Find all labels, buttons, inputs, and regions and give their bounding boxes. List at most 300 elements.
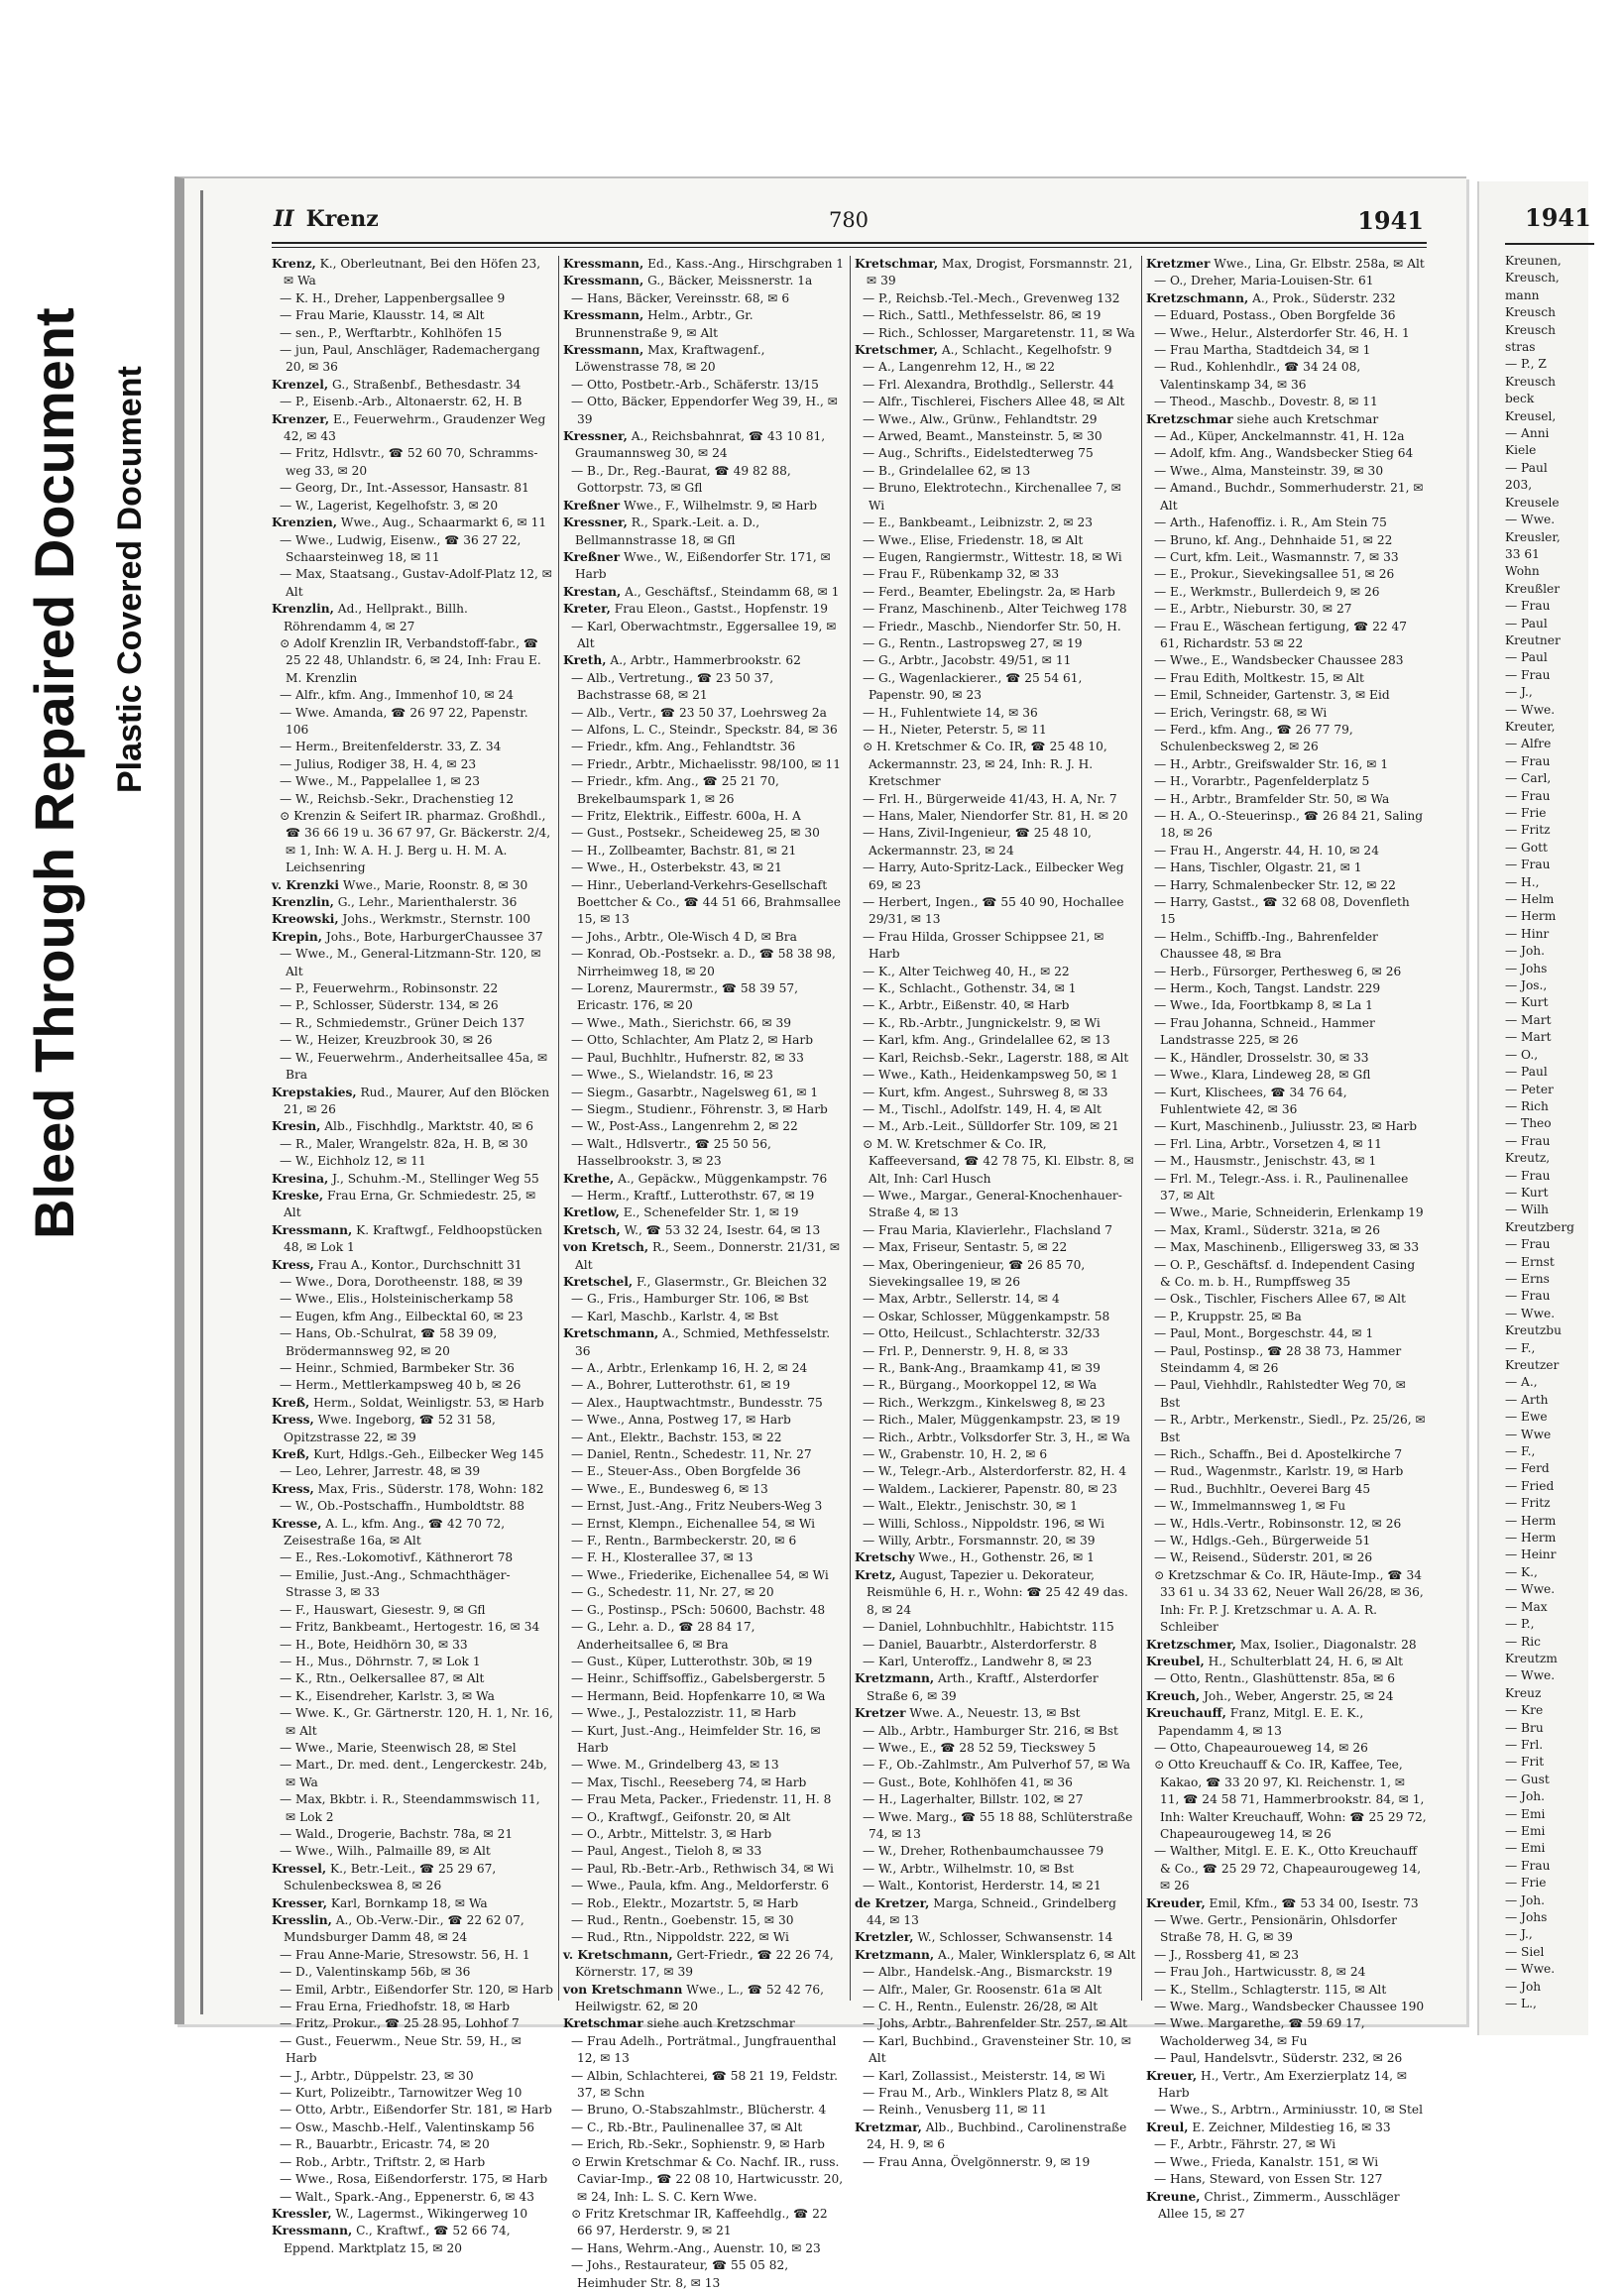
- directory-entry: [272, 1291, 553, 1308]
- entry-details: — Willy, Arbtr., Forsmannstr. 20, ✉ 39: [863, 1534, 1096, 1548]
- entry-details: — Wwe., Friederike, Eichenallee 54, ✉ Wi: [571, 1567, 829, 1582]
- entry-details: — Frau Johanna, Schneid., Hammer Landstrasse 225, ✉ 26: [1154, 1015, 1375, 1048]
- entry-details: ⊙ Kretzschmar & Co. IR, Häute-Imp., ☎ 34 33 61 u. 34 33 62, Neuer Wall 26/28, ✉ 36, Inh: Fr. P. J. Kretzschmar u. A. A. R. Schleiber: [1154, 1567, 1424, 1635]
- directory-entry: [563, 929, 845, 946]
- entry-surname: Kreubel,: [1146, 1654, 1205, 1668]
- directory-entry: [563, 463, 845, 498]
- entry-details: — W., Grabenstr. 10, H. 2, ✉ 6: [863, 1447, 1048, 1462]
- directory-entry: [1146, 1377, 1428, 1412]
- entry-details: — Herbert, Ingen., ☎ 55 40 90, Hochallee 29/31, ✉ 13: [863, 895, 1124, 927]
- entry-details: — Harry, Auto-Spritz-Lack., Eilbecker Weg 69, ✉ 23: [863, 860, 1124, 892]
- entry-details: — Emil, Arbtr., Eißendorfer Str. 120, ✉ Harb: [280, 1982, 553, 1997]
- directory-entry: [563, 2136, 845, 2153]
- directory-entry: [855, 2085, 1136, 2102]
- entry-details: — Reinh., Venusberg 11, ✉ 11: [863, 2103, 1047, 2118]
- entry-surname: Kressmann,: [272, 1222, 353, 1237]
- directory-entry: [563, 722, 845, 739]
- next-page-line: — Herm: [1505, 1531, 1557, 1546]
- directory-entry: [855, 1757, 1136, 1774]
- entry-details: — Walt., Spark.-Ang., Eppenerstr. 6, ✉ 43: [280, 2189, 534, 2204]
- directory-entry: [855, 1343, 1136, 1360]
- entry-details: — H., Lagerhalter, Billstr. 102, ✉ 27: [863, 1792, 1084, 1807]
- page-number: 780: [828, 208, 870, 232]
- entry-details: — Max, Staatsang., Gustav-Adolf-Platz 12, ✉ Alt: [280, 567, 552, 599]
- directory-entry: [563, 2120, 845, 2136]
- entry-details: — Paul, Mont., Borgeschstr. 44, ✉ 1: [1154, 1326, 1374, 1341]
- directory-entry: [272, 325, 553, 342]
- entry-details: — R., Schmiedemstr., Grüner Deich 137: [280, 1015, 525, 1030]
- directory-entry: [855, 808, 1136, 825]
- directory-entry: [855, 307, 1136, 324]
- entry-surname: Kreth,: [563, 653, 607, 668]
- directory-entry: [272, 2033, 553, 2068]
- directory-entry: [563, 515, 845, 549]
- entry-surname: Kreß,: [272, 1395, 310, 1410]
- directory-entry: [563, 1826, 845, 1843]
- entry-details: H., Vertr., Am Exerzierplatz 14, ✉ Harb: [1158, 2068, 1408, 2101]
- directory-entry: [272, 739, 553, 755]
- directory-entry: [563, 584, 845, 601]
- directory-entry: [272, 2136, 553, 2153]
- next-page-line: — Herm: [1505, 1513, 1557, 1528]
- next-page-line: — Gust: [1505, 1772, 1550, 1786]
- entry-details: — O., Dreher, Maria-Louisen-Str. 61: [1154, 274, 1374, 288]
- next-page-line: — Bru: [1505, 1720, 1544, 1735]
- entry-details: Frau Eleon., Gastst., Hopfenstr. 19: [610, 602, 829, 617]
- entry-details: — M., Arb.-Leit., Sülldorfer Str. 109, ✉ 21: [863, 1119, 1119, 1134]
- column-3: [855, 256, 1136, 2169]
- entry-details: — Erich, Veringstr. 68, ✉ Wi: [1154, 705, 1328, 720]
- directory-entry: [1146, 1549, 1428, 1566]
- entry-details: — Wwe., Ida, Foortbkamp 8, ✉ La 1: [1154, 998, 1373, 1013]
- directory-entry: [1146, 1136, 1428, 1153]
- entry-details: — R., Bauarbtr., Ericastr. 74, ✉ 20: [280, 2137, 490, 2152]
- directory-entry: [855, 1291, 1136, 1308]
- next-page-line: Kreutzbu: [1505, 1323, 1562, 1338]
- entry-details: — Frau F., Rübenkamp 32, ✉ 33: [863, 567, 1060, 582]
- entry-details: Helm., Arbtr., Gr. Brunnenstraße 9, ✉ Alt: [575, 308, 754, 340]
- directory-entry: [1146, 1757, 1428, 1843]
- directory-entry: [563, 2240, 845, 2257]
- next-page-line: — Heinr: [1505, 1547, 1557, 1562]
- directory-entry: [272, 1309, 553, 1325]
- directory-entry: [1146, 601, 1428, 618]
- entry-details: — Daniel, Lohnbuchhltr., Habichtstr. 115: [863, 1620, 1114, 1635]
- directory-entry: [1146, 1015, 1428, 1050]
- entry-details: — K., Eisendreher, Karlstr. 3, ✉ Wa: [280, 1688, 495, 1703]
- head-word: Krenz: [305, 206, 379, 232]
- directory-entry: [855, 1222, 1136, 1239]
- directory-entry: [855, 1481, 1136, 1498]
- next-page-line: — Frie: [1505, 1876, 1547, 1891]
- directory-entry: [855, 1567, 1136, 1619]
- directory-entry: [855, 1360, 1136, 1377]
- directory-entry: [1146, 1670, 1428, 1687]
- scan-stamp: [0, 0, 174, 2158]
- entry-surname: Kretzmann,: [855, 1947, 935, 1962]
- entry-details: — Alb., Vertr., ☎ 23 50 37, Loehrsweg 2a: [571, 705, 827, 720]
- directory-entry: [1146, 1257, 1428, 1292]
- directory-entry: [563, 1533, 845, 1549]
- directory-entry: [563, 1791, 845, 1808]
- entry-details: — Johs., Arbtr., Ole-Wisch 4 D, ✉ Bra: [571, 929, 797, 944]
- entry-details: — Rud., Buchhltr., Oeverei Barg 45: [1154, 1481, 1371, 1496]
- directory-entry: [563, 773, 845, 808]
- directory-entry: [1146, 2120, 1428, 2136]
- directory-entry: [272, 1274, 553, 1291]
- next-page-line: Kreusch: [1505, 374, 1556, 389]
- directory-entry: [563, 843, 845, 860]
- entry-details: — Wwe., H., Osterbekstr. 43, ✉ 21: [571, 860, 782, 875]
- entry-details: A., Arbtr., Hammerbrookstr. 62: [606, 653, 801, 668]
- directory-entry: [272, 980, 553, 997]
- entry-details: — E., Arbtr., Nieburstr. 30, ✉ 27: [1154, 602, 1352, 617]
- entry-details: E., Schenefelder Str. 1, ✉ 19: [619, 1205, 799, 1220]
- entry-details: K. Kraftwgf., Feldhoopstücken 48, ✉ Lok 1: [284, 1222, 542, 1255]
- entry-details: Emil, Kfm., ☎ 53 34 00, Isestr. 73: [1205, 1895, 1419, 1910]
- entry-details: F., Glasermstr., Gr. Bleichen 32: [633, 1274, 828, 1289]
- next-page-line: — Frit: [1505, 1755, 1545, 1770]
- header-rule: [272, 242, 1427, 244]
- next-page-line: — Siel: [1505, 1944, 1545, 1959]
- directory-entry: [563, 1136, 845, 1171]
- directory-entry: [563, 377, 845, 394]
- entry-surname: Kretzmann,: [855, 1671, 935, 1686]
- entry-details: — Frau M., Arb., Winklers Platz 8, ✉ Alt: [863, 2086, 1108, 2101]
- directory-entry: [272, 1188, 553, 1222]
- directory-entry: [1146, 705, 1428, 722]
- entry-details: — Bruno, O.-Stabszahlmstr., Blücherstr. 4: [571, 2103, 827, 2118]
- next-page-line: — Joh.: [1505, 1892, 1546, 1907]
- directory-entry: [1146, 2136, 1428, 2153]
- entry-surname: de Kretzer,: [855, 1895, 930, 1910]
- directory-entry: [563, 2206, 845, 2240]
- next-page-line: Kreuter,: [1505, 719, 1556, 734]
- entry-details: — Max, Maschinenb., Elligersweg 33, ✉ 33: [1154, 1240, 1420, 1255]
- directory-entry: [855, 1809, 1136, 1844]
- directory-entry: [563, 549, 845, 584]
- entry-details: A., Reichsbahnrat, ☎ 43 10 81, Graumannsweg 30, ✉ 24: [575, 429, 826, 461]
- next-page-line: — Anni: [1505, 426, 1550, 441]
- directory-entry: [855, 1878, 1136, 1894]
- entry-details: — M., Tischl., Adolfstr. 149, H. 4, ✉ Alt: [863, 1101, 1102, 1116]
- entry-details: — Wwe., S., Arbtrn., Arminiusstr. 10, ✉ Stel: [1154, 2103, 1424, 2118]
- directory-entry: [563, 1463, 845, 1480]
- directory-entry: [855, 1516, 1136, 1533]
- directory-entry: [272, 1412, 553, 1446]
- directory-entry: [1146, 1533, 1428, 1549]
- entry-details: A., Schlacht., Kegelhofstr. 9: [937, 343, 1112, 358]
- entry-surname: Kreuer,: [1146, 2068, 1198, 2083]
- next-page-line: — Peter: [1505, 1082, 1554, 1096]
- directory-entry: [1146, 1050, 1428, 1067]
- next-page-line: — Herm: [1505, 909, 1557, 924]
- directory-entry: [563, 1705, 845, 1722]
- directory-entry: [855, 722, 1136, 739]
- directory-entry: [1146, 325, 1428, 342]
- directory-entry: [855, 1050, 1136, 1067]
- directory-entry: [1146, 1222, 1428, 1239]
- entry-details: — Frau E., Wäschean fertigung, ☎ 22 47 61, Richardstr. 53 ✉ 22: [1154, 619, 1408, 650]
- directory-entry: [1146, 1463, 1428, 1480]
- directory-entry: [563, 1775, 845, 1791]
- entry-details: — W., Telegr.-Arb., Alsterdorferstr. 82, H. 4: [863, 1464, 1127, 1479]
- next-page-line: Kreutner: [1505, 632, 1561, 647]
- directory-entry: [272, 515, 553, 531]
- directory-entry: [272, 1171, 553, 1188]
- directory-entry: [1146, 1118, 1428, 1135]
- entry-details: — J., Arbtr., Düppelstr. 23, ✉ 30: [280, 2068, 474, 2083]
- entry-details: — G., Schedestr. 11, Nr. 27, ✉ 20: [571, 1585, 774, 1600]
- directory-entry: [272, 997, 553, 1014]
- entry-surname: Kresser,: [272, 1895, 328, 1910]
- plastic-covered-label: Plastic Covered Document: [111, 366, 149, 793]
- directory-entry: [272, 1964, 553, 1981]
- directory-entry: [855, 997, 1136, 1014]
- next-page-line: Kreutz,: [1505, 1151, 1551, 1166]
- directory-entry: [855, 2015, 1136, 2032]
- entry-details: — G., Rentn., Lastropsweg 27, ✉ 19: [863, 635, 1083, 650]
- entry-details: — Rich., Schlosser, Margaretenstr. 11, ✉ Wa: [863, 325, 1135, 340]
- directory-entry: [272, 1791, 553, 1826]
- directory-entry: [1146, 1947, 1428, 1964]
- directory-entry: [272, 2189, 553, 2206]
- column-divider: [850, 256, 851, 2001]
- entry-details: — Franz, Maschinenb., Alter Teichweg 178: [863, 602, 1127, 617]
- entry-details: — Herm., Breitenfelderstr. 33, Z. 34: [280, 740, 502, 754]
- next-page-line: — Fritz: [1505, 1496, 1551, 1511]
- entry-details: ⊙ Erwin Kretschmar & Co. Nachf. IR., russ. Caviar-Imp., ☎ 22 08 10, Hartwicusstr. 20, ✉ 24, Inh: L. S. C. Kern Wwe.: [571, 2154, 844, 2204]
- next-page-line: — Ewe: [1505, 1410, 1548, 1425]
- entry-surname: Kreter,: [563, 602, 611, 617]
- entry-surname: Kretzschmar: [1146, 411, 1233, 426]
- directory-entry: [855, 1705, 1136, 1722]
- directory-entry: [1146, 791, 1428, 808]
- entry-details: — Hans, Bäcker, Vereinsstr. 68, ✉ 6: [571, 290, 790, 305]
- entry-details: — W., Ob.-Postschaffn., Humboldtstr. 88: [280, 1499, 525, 1514]
- entry-details: — Otto, Bäcker, Eppendorfer Weg 39, H., ✉ 39: [571, 395, 838, 426]
- entry-details: — H., Arbtr., Greifswalder Str. 16, ✉ 1: [1154, 756, 1389, 771]
- next-page-line: — Mart: [1505, 1012, 1552, 1027]
- entry-details: — Hans, Zivil-Ingenieur, ☎ 25 48 10, Ackermannstr. 23, ✉ 24: [863, 826, 1092, 858]
- entry-surname: Kreßner: [563, 498, 621, 513]
- entry-details: G., Bäcker, Meissnerstr. 1a: [643, 274, 813, 288]
- directory-entry: [563, 394, 845, 428]
- directory-entry: [272, 1740, 553, 1757]
- entry-surname: Kressmann,: [563, 274, 644, 288]
- directory-entry: [272, 601, 553, 635]
- entry-details: — sen., P., Werftarbtr., Kohlhöfen 15: [280, 325, 503, 340]
- column-divider: [558, 256, 559, 2001]
- next-page-line: — Wwe.: [1505, 1668, 1556, 1683]
- directory-entry: [272, 1085, 553, 1119]
- entry-details: — Wwe., Margar., General-Knochenhauer-Straße 4, ✉ 13: [863, 1188, 1122, 1220]
- directory-entry: [855, 601, 1136, 618]
- entry-details: G., Straßenbf., Bethesdastr. 34: [328, 377, 522, 392]
- directory-entry: [563, 825, 845, 842]
- directory-entry: [855, 1982, 1136, 1999]
- entry-details: — Friedr., Arbtr., Michaelisstr. 98/100, ✉ 11: [571, 756, 841, 771]
- entry-details: K., Oberleutnant, Bei den Höfen 23, ✉ Wa: [284, 257, 541, 288]
- entry-surname: Krenzer,: [272, 411, 330, 426]
- entry-details: — Gust., Postsekr., Scheideweg 25, ✉ 30: [571, 826, 820, 841]
- directory-entry: [272, 2223, 553, 2257]
- directory-entry: [563, 670, 845, 705]
- directory-entry: [1146, 290, 1428, 307]
- directory-entry: [563, 1861, 845, 1878]
- directory-entry: [272, 808, 553, 877]
- directory-entry: [1146, 2154, 1428, 2171]
- directory-entry: [272, 480, 553, 497]
- entry-details: Max, Isolier., Diagonalstr. 28: [1235, 1637, 1417, 1652]
- directory-entry: [1146, 1085, 1428, 1119]
- entry-details: — Emil, Schneider, Gartenstr. 3, ✉ Eid: [1154, 688, 1390, 703]
- entry-details: — Heinr., Schiffsoffiz., Gabelsbergerstr. 5: [571, 1671, 826, 1686]
- entry-details: — Wwe., Marie, Steenwisch 28, ✉ Stel: [280, 1740, 517, 1755]
- page-binding-edge: [200, 190, 203, 2014]
- next-page-line: — Frau: [1505, 788, 1551, 803]
- directory-entry: [855, 1136, 1136, 1188]
- next-page-line: 33 61: [1505, 546, 1540, 561]
- directory-entry: [855, 428, 1136, 445]
- next-page-line: Wohn: [1505, 564, 1540, 579]
- entry-details: — Karl, kfm. Ang., Grindelallee 62, ✉ 13: [863, 1033, 1110, 1048]
- directory-entry: [855, 2154, 1136, 2171]
- entry-details: G., Lehr., Marienthalerstr. 36: [333, 895, 518, 910]
- entry-details: — Theod., Maschb., Dovestr. 8, ✉ 11: [1154, 395, 1378, 409]
- next-page-lines: [1505, 253, 1624, 2012]
- next-page-line: — Johs: [1505, 961, 1548, 975]
- entry-details: — Hans, Ob.-Schulrat, ☎ 58 39 09, Brödermannsweg 92, ✉ 20: [280, 1326, 498, 1358]
- entry-details: Arth., Kraftf., Alsterdorfer Straße 6, ✉ 39: [867, 1671, 1099, 1703]
- directory-entry: [855, 566, 1136, 583]
- entry-details: — Frau Anna, Övelgönnerstr. 9, ✉ 19: [863, 2154, 1091, 2169]
- entry-details: — Wwe., E., Bundesweg 6, ✉ 13: [571, 1481, 768, 1496]
- next-page-line: Kreutzm: [1505, 1651, 1558, 1665]
- entry-details: — G., Postinsp., PSch: 50600, Bachstr. 48: [571, 1602, 826, 1617]
- directory-entry: [1146, 722, 1428, 756]
- directory-entry: [272, 2068, 553, 2085]
- directory-entry: [272, 2015, 553, 2032]
- directory-entry: [855, 1032, 1136, 1049]
- directory-entry: [855, 480, 1136, 515]
- entry-details: — Alfr., Maler, Gr. Roosenstr. 61a ✉ Alt: [863, 1982, 1102, 1997]
- directory-entry: [855, 377, 1136, 394]
- directory-entry: [1146, 1654, 1428, 1670]
- entry-details: — Julius, Rodiger 38, H. 4, ✉ 23: [280, 756, 477, 771]
- directory-entry: [1146, 687, 1428, 704]
- directory-entry: [1146, 1843, 1428, 1894]
- entry-details: Wwe., F., Wilhelmstr. 9, ✉ Harb: [620, 498, 818, 513]
- directory-entry: [855, 1947, 1136, 1964]
- entry-details: — Amand., Buchdr., Sommerhuderstr. 21, ✉ Alt: [1154, 481, 1424, 513]
- next-page-line: — Emi: [1505, 1806, 1546, 1821]
- next-page-line: Kreusel,: [1505, 408, 1557, 423]
- entry-surname: Kretzschmer,: [1146, 1637, 1236, 1652]
- directory-entry: [855, 2068, 1136, 2085]
- entry-details: — Hans, Wehrm.-Ang., Auenstr. 10, ✉ 23: [571, 2240, 821, 2255]
- bleed-through-label: Bleed Through Repaired Document: [23, 307, 85, 1239]
- next-page-line: — Frau: [1505, 858, 1551, 872]
- directory-entry: [272, 894, 553, 911]
- next-page-line: Kiele: [1505, 443, 1537, 458]
- entry-surname: Kreuchauff,: [1146, 1706, 1226, 1721]
- entry-details: — Wwe. M., Grindelberg 43, ✉ 13: [571, 1758, 779, 1773]
- entry-details: — Wwe. Marg., Wandsbecker Chaussee 190: [1154, 2000, 1425, 2014]
- directory-entry: [1146, 997, 1428, 1014]
- next-page-line: — Joh.: [1505, 1789, 1546, 1804]
- entry-details: — Otto, Postbetr.-Arb., Schäferstr. 13/15: [571, 377, 819, 392]
- directory-entry: [563, 498, 845, 515]
- directory-entry: [1146, 860, 1428, 876]
- entry-details: A., Prok., Süderstr. 232: [1248, 290, 1396, 305]
- directory-entry: [272, 1257, 553, 1274]
- entry-details: — Eugen, kfm Ang., Eilbecktal 60, ✉ 23: [280, 1309, 523, 1323]
- entry-surname: Kreske,: [272, 1188, 324, 1203]
- entry-details: Joh., Weber, Angerstr. 25, ✉ 24: [1200, 1688, 1394, 1703]
- next-page-line: — Wwe.: [1505, 1306, 1556, 1320]
- directory-entry: [272, 1463, 553, 1480]
- directory-entry: [855, 463, 1136, 480]
- entry-details: August, Tapezier u. Dekorateur, Reismühle 6, H. r., Wohn: ☎ 25 42 49 das. 8, ✉ 24: [867, 1567, 1128, 1617]
- entry-details: Wwe., W., Eißendorfer Str. 171, ✉ Harb: [575, 549, 831, 582]
- entry-details: — W., Reisend., Süderstr. 201, ✉ 26: [1154, 1550, 1373, 1565]
- entry-details: ⊙ H. Kretschmer & Co. IR, ☎ 25 48 10, Ackermannstr. 23, ✉ 24, Inh: R. J. H. Kretschmer: [863, 740, 1107, 789]
- entry-details: — W., Post-Ass., Langenrehm 2, ✉ 22: [571, 1119, 798, 1134]
- directory-entry: [272, 394, 553, 410]
- entry-details: A., Schmied, Methfesselstr. 36: [575, 1326, 831, 1358]
- next-page-line: — K.,: [1505, 1564, 1538, 1579]
- directory-entry: [563, 808, 845, 825]
- entry-details: — Friedr., kfm. Ang., Fehlandtstr. 36: [571, 740, 796, 754]
- next-page-rule: [1505, 243, 1594, 245]
- directory-entry: [855, 394, 1136, 410]
- directory-entry: [563, 1670, 845, 1687]
- entry-surname: Krethe,: [563, 1171, 615, 1186]
- entry-details: — Walt., Kontorist, Herderstr. 14, ✉ 21: [863, 1879, 1102, 1893]
- directory-entry: [272, 1032, 553, 1049]
- entry-surname: Kreune,: [1146, 2189, 1201, 2204]
- entry-details: Max, Fris., Süderstr. 178, Wohn: 182: [313, 1481, 544, 1496]
- entry-surname: Kresse,: [272, 1516, 322, 1531]
- next-page-line: — Frau: [1505, 1168, 1551, 1183]
- directory-entry: [563, 2068, 845, 2103]
- directory-entry: [563, 1101, 845, 1118]
- column-divider: [1141, 256, 1142, 2001]
- next-page-line: Kreußler: [1505, 581, 1561, 596]
- column-4: [1146, 256, 1428, 2221]
- next-page-line: Kreutzberg: [1505, 1219, 1574, 1234]
- directory-entry: [855, 342, 1136, 359]
- directory-entry: [1146, 532, 1428, 549]
- entry-details: — H., Mus., Döhrnstr. 7, ✉ Lok 1: [280, 1654, 481, 1668]
- next-page-line: — Frie: [1505, 806, 1547, 820]
- directory-entry: [1146, 1412, 1428, 1446]
- directory-entry: [1146, 2189, 1428, 2224]
- directory-entry: [563, 1757, 845, 1774]
- entry-details: — Ernst, Klempn., Eichenallee 54, ✉ Wi: [571, 1516, 816, 1531]
- entry-details: — Adolf, kfm. Ang., Wandsbecker Stieg 64: [1154, 446, 1414, 461]
- entry-surname: Kressner,: [563, 429, 628, 444]
- next-page-line: — Wwe.: [1505, 702, 1556, 717]
- directory-entry: [1146, 1204, 1428, 1221]
- directory-entry: [272, 1395, 553, 1412]
- entry-details: — W., Hdlgs.-Geh., Bürgerweide 51: [1154, 1534, 1371, 1548]
- directory-entry: [855, 1723, 1136, 1740]
- entry-details: — Paul, Rb.-Betr.-Arb., Rethwisch 34, ✉ Wi: [571, 1861, 834, 1876]
- entry-surname: Kreuder,: [1146, 1895, 1206, 1910]
- entry-details: — Wald., Drogerie, Bachstr. 78a, ✉ 21: [280, 1826, 514, 1841]
